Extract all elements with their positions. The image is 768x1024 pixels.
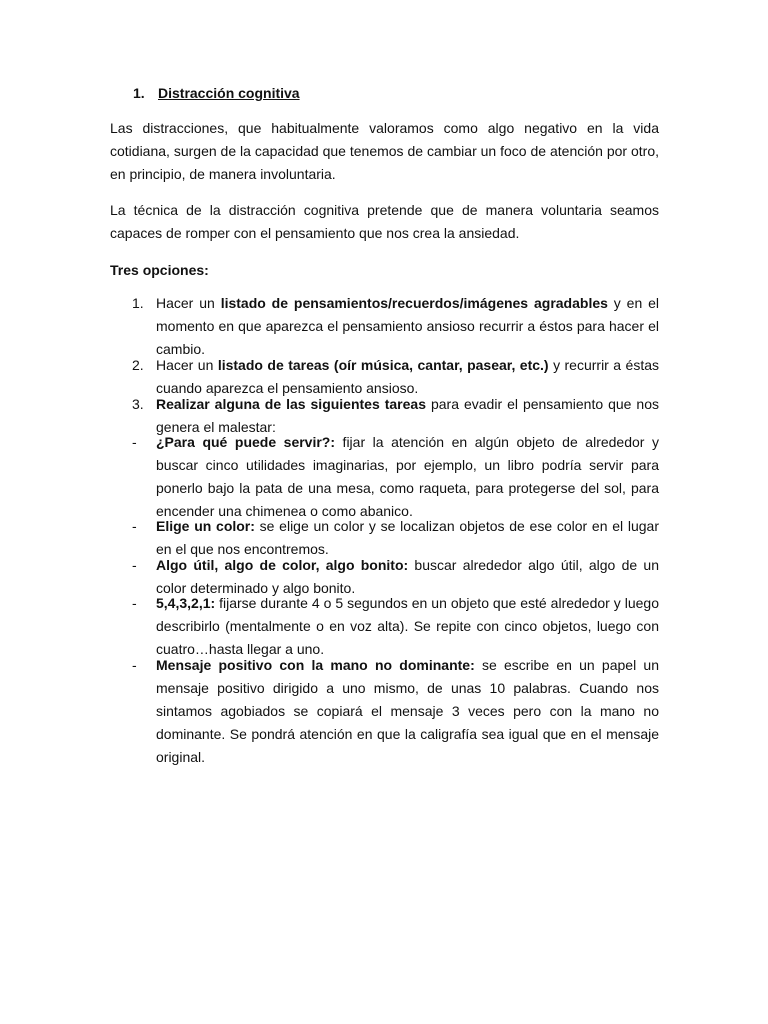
- section-heading: [133, 85, 300, 101]
- list-item-text: [156, 431, 659, 523]
- list-item: [110, 654, 659, 769]
- list-item-pre: Hacer un: [156, 357, 218, 373]
- list-item-post: fijarse durante 4 o 5 segundos en un objeto que esté alrededor y luego describirlo (mentalmente o en voz alta). Se repite con cinco objetos, luego con cuatro…hasta llegar a uno.: [156, 595, 659, 657]
- list-item: [110, 431, 659, 523]
- list-marker: 2.: [132, 357, 144, 373]
- list-item-post: y recurrir a éstas cuando aparezca el pensamiento ansioso.: [156, 357, 660, 396]
- list-marker: -: [132, 595, 137, 611]
- list-item-text: [156, 592, 659, 661]
- list-item-text: [156, 654, 659, 769]
- list-item-text: [156, 292, 659, 361]
- list-item-bold: Mensaje positivo con la mano no dominante:: [156, 657, 475, 673]
- list-item-post: buscar alrededor algo útil, algo de un color determinado y algo bonito.: [156, 557, 659, 596]
- list-item-bold: ¿Para qué puede servir?:: [156, 434, 336, 450]
- list-marker: 3.: [132, 396, 144, 412]
- list-item-bold: 5,4,3,2,1:: [156, 595, 216, 611]
- list-item-post: fijar la atención en algún objeto de alrededor y buscar cinco utilidades imaginarias, por ejemplo, un libro podría servir para ponerlo bajo la pata de una mesa, como raqueta, para protegerse del sol, para encender una chimenea o como abanico.: [156, 434, 659, 519]
- list-marker: 1.: [132, 295, 144, 311]
- list-marker: -: [132, 557, 137, 573]
- intro-paragraph: Las distracciones, que habitualmente valoramos como algo negativo en la vida cotidiana, surgen de la capacidad que tenemos de cambiar un foco de atención por otro, en principio, de manera involuntaria.: [110, 120, 659, 182]
- list-item-post: para evadir el pensamiento que nos genera el malestar:: [156, 396, 660, 435]
- options-subheading: Tres opciones:: [110, 262, 209, 278]
- list-item-bold: listado de pensamientos/recuerdos/imágenes agradables: [220, 295, 608, 311]
- list-item-post: y en el momento en que aparezca el pensamiento ansioso recurrir a éstos para hacer el cambio.: [156, 295, 660, 357]
- list-item: [110, 592, 659, 661]
- list-item-bold: Realizar alguna de las siguientes tareas: [156, 396, 426, 412]
- list-marker: -: [132, 657, 137, 673]
- section-title: Distracción cognitiva: [158, 85, 300, 101]
- list-marker: -: [132, 518, 137, 534]
- section-number: 1.: [133, 85, 145, 101]
- list-marker: -: [132, 434, 137, 450]
- list-item-bold: listado de tareas (oír música, cantar, pasear, etc.): [217, 357, 549, 373]
- list-item-pre: Hacer un: [156, 295, 221, 311]
- list-item: [110, 292, 659, 361]
- list-item-post: se elige un color y se localizan objetos de ese color en el lugar en el que nos encontremos.: [156, 518, 659, 557]
- technique-paragraph: La técnica de la distracción cognitiva pretende que de manera voluntaria seamos capaces de romper con el pensamiento que nos crea la ansiedad.: [110, 202, 659, 241]
- list-item-post: se escribe en un papel un mensaje positivo dirigido a uno mismo, de unas 10 palabras. Cuando nos sintamos agobiados se copiará el mensaje 3 veces pero con la mano no dominante. Se pondrá atención en que la caligrafía sea igual que en el mensaje original.: [156, 657, 659, 765]
- list-item-bold: Elige un color:: [156, 518, 255, 534]
- list-item-bold: Algo útil, algo de color, algo bonito:: [156, 557, 409, 573]
